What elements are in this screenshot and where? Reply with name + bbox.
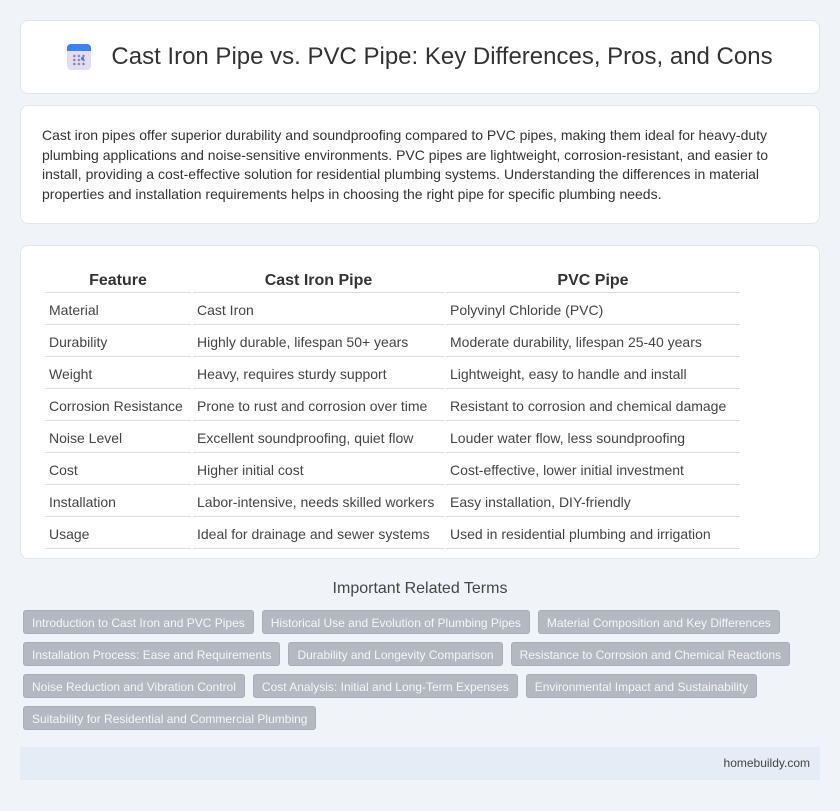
table-row <box>45 487 740 517</box>
related-term-tag[interactable]: Noise Reduction and Vibration Control <box>23 674 245 698</box>
header-card <box>20 20 820 94</box>
table-row <box>45 519 740 549</box>
related-term-tag[interactable]: Durability and Longevity Comparison <box>288 642 502 666</box>
cast-iron-cell: Excellent soundproofing, quiet flow <box>193 423 444 453</box>
header <box>67 43 772 71</box>
feature-cell: Durability <box>45 327 191 357</box>
cast-iron-cell: Labor-intensive, needs skilled workers <box>193 487 444 517</box>
related-term-tag[interactable]: Resistance to Corrosion and Chemical Reactions <box>511 642 790 666</box>
footer-site-link[interactable]: homebuildy.com <box>723 756 810 770</box>
table-row <box>45 295 740 325</box>
related-terms-section <box>20 580 820 730</box>
feature-cell: Weight <box>45 359 191 389</box>
related-term-tag[interactable]: Suitability for Residential and Commercial Plumbing <box>23 706 316 730</box>
table-row <box>45 391 740 421</box>
table-row <box>45 327 740 357</box>
related-terms-title: Important Related Terms <box>332 580 508 597</box>
cast-iron-cell: Higher initial cost <box>193 455 444 485</box>
feature-cell: Installation <box>45 487 191 517</box>
table-row <box>45 455 740 485</box>
related-term-tag[interactable]: Cost Analysis: Initial and Long-Term Expenses <box>253 674 518 698</box>
pvc-cell: Used in residential plumbing and irrigation <box>446 519 740 549</box>
feature-cell: Material <box>45 295 191 325</box>
footer <box>20 747 820 780</box>
header-pvc: PVC Pipe <box>446 268 740 293</box>
cast-iron-cell: Prone to rust and corrosion over time <box>193 391 444 421</box>
related-term-tag[interactable]: Environmental Impact and Sustainability <box>526 674 757 698</box>
table-row <box>45 359 740 389</box>
related-term-tag[interactable]: Historical Use and Evolution of Plumbing Pipes <box>262 610 530 634</box>
feature-cell: Usage <box>45 519 191 549</box>
related-term-tag[interactable]: Material Composition and Key Differences <box>538 610 780 634</box>
cast-iron-cell: Ideal for drainage and sewer systems <box>193 519 444 549</box>
calendar-icon <box>67 44 91 70</box>
pvc-cell: Easy installation, DIY-friendly <box>446 487 740 517</box>
page-title: Cast Iron Pipe vs. PVC Pipe: Key Differences, Pros, and Cons <box>111 43 773 70</box>
feature-cell: Corrosion Resistance <box>45 391 191 421</box>
comparison-table-card <box>20 245 820 559</box>
related-terms-tags <box>20 610 820 730</box>
feature-cell: Cost <box>45 455 191 485</box>
cast-iron-cell: Cast Iron <box>193 295 444 325</box>
cast-iron-cell: Highly durable, lifespan 50+ years <box>193 327 444 357</box>
intro-card <box>20 105 820 224</box>
intro-paragraph: Cast iron pipes offer superior durability and soundproofing compared to PVC pipes, making them ideal for heavy-duty plumbing applications and noise-sensitive environments. PVC pipes are lightweight, corrosion-resistant, and easier to install, providing a cost-effective solution for residential plumbing systems. Understanding the differences in material properties and installation requirements helps in choosing the right pipe for specific plumbing needs. <box>42 127 769 202</box>
pvc-cell: Polyvinyl Chloride (PVC) <box>446 295 740 325</box>
table-row <box>45 423 740 453</box>
related-term-tag[interactable]: Installation Process: Ease and Requirements <box>23 642 280 666</box>
header-feature: Feature <box>45 268 191 293</box>
table-header-row <box>45 268 740 293</box>
pvc-cell: Lightweight, easy to handle and install <box>446 359 740 389</box>
feature-cell: Noise Level <box>45 423 191 453</box>
related-term-tag[interactable]: Introduction to Cast Iron and PVC Pipes <box>23 610 254 634</box>
pvc-cell: Moderate durability, lifespan 25-40 years <box>446 327 740 357</box>
header-cast-iron: Cast Iron Pipe <box>193 268 444 293</box>
comparison-table <box>43 266 742 551</box>
pvc-cell: Resistant to corrosion and chemical damage <box>446 391 740 421</box>
cast-iron-cell: Heavy, requires sturdy support <box>193 359 444 389</box>
pvc-cell: Louder water flow, less soundproofing <box>446 423 740 453</box>
pvc-cell: Cost-effective, lower initial investment <box>446 455 740 485</box>
